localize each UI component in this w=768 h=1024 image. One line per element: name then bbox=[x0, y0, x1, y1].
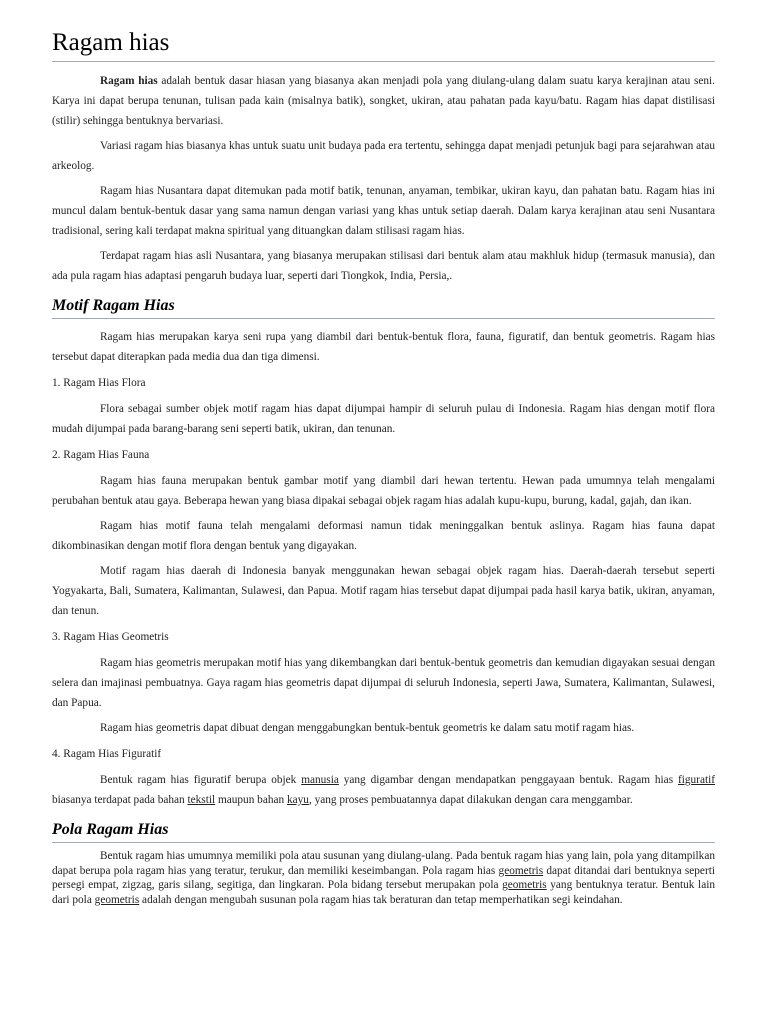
section-heading-motif: Motif Ragam Hias bbox=[52, 296, 715, 319]
link-geometris-1[interactable]: geometris bbox=[498, 864, 544, 877]
subsection-title-flora: 1. Ragam Hias Flora bbox=[52, 377, 146, 389]
link-manusia[interactable]: manusia bbox=[301, 774, 339, 786]
fauna-paragraph-1: Ragam hias fauna merupakan bentuk gambar motif yang diambil dari hewan tertentu. Hewan pada umumnya telah mengalami perubahan bentuk atau gaya. Beberapa hewan yang biasa dipakai sebagai objek ragam hias adalah kupu-kupu, burung, kadal, gajah, dan ikan. bbox=[52, 475, 715, 507]
text-run: Bentuk ragam hias figuratif berupa objek bbox=[100, 774, 302, 786]
section-heading-pola: Pola Ragam Hias bbox=[52, 820, 715, 843]
text-run: Bentuk ragam hias umumnya memiliki pola atau susunan yang diulang-ulang. Pada bentuk ragam hias yang lain, pola yang ditampilkan dapat berupa pola ragam hias yang teratur, terukur, dan memiliki keseimbangan. Pola ragam hias bbox=[52, 850, 715, 877]
intro-paragraph-3: Ragam hias Nusantara dapat ditemukan pada motif batik, tenunan, anyaman, tembikar, ukiran kayu, dan pahatan batu. Ragam hias ini muncul dalam bentuk-bentuk dasar yang sama namun dengan variasi yang khas untuk setiap daerah. Dalam karya kerajinan atau seni Nusantara tradisional, sering kali terdapat makna spiritual yang dituangkan dalam stilisasi ragam hias. bbox=[52, 185, 715, 237]
text-run: biasanya terdapat pada bahan bbox=[52, 794, 188, 806]
link-figuratif[interactable]: figuratif bbox=[677, 774, 715, 786]
text-run: adalah dengan mengubah susunan pola ragam hias tak beraturan dan tetap memperhatikan segi keindahan. bbox=[139, 893, 623, 906]
intro-paragraph-2: Variasi ragam hias biasanya khas untuk suatu unit budaya pada era tertentu, sehingga dapat menjadi petunjuk bagi para sejarahwan atau arkeolog. bbox=[52, 140, 715, 172]
geometris-paragraph-2: Ragam hias geometris dapat dibuat dengan menggabungkan bentuk-bentuk geometris ke dalam satu motif ragam hias. bbox=[100, 722, 635, 734]
text-run: yang digambar dengan mendapatkan penggayaan bentuk. Ragam hias bbox=[338, 774, 678, 786]
flora-paragraph: Flora sebagai sumber objek motif ragam hias dapat dijumpai hampir di seluruh pulau di Indonesia. Ragam hias dengan motif flora mudah dijumpai pada barang-barang seni seperti batik, ukiran, dan tenunan. bbox=[52, 403, 715, 435]
subsection-title-figuratif: 4. Ragam Hias Figuratif bbox=[52, 748, 162, 760]
link-geometris-2[interactable]: geometris bbox=[502, 879, 547, 891]
fauna-paragraph-3: Motif ragam hias daerah di Indonesia banyak menggunakan hewan sebagai objek ragam hias. Daerah-daerah tersebut seperti Yogyakarta, Bali, Sumatera, Kalimantan, Sulawesi, dan Papua. Motif ragam hias tersebut dapat dijumpai pada hasil karya batik, ukiran, anyaman, dan tenun. bbox=[52, 565, 715, 617]
geometris-paragraph-1: Ragam hias geometris merupakan motif hias yang dikembangkan dari bentuk-bentuk geometris dan kemudian digayakan sesuai dengan selera dan imajinasi pembuatnya. Gaya ragam hias geometris dapat dijumpai di seluruh Indonesia, seperti Jawa, Sumatera, Kalimantan, Sulawesi, dan Papua. bbox=[52, 657, 715, 709]
subsection-title-fauna: 2. Ragam Hias Fauna bbox=[52, 449, 150, 461]
link-tekstil[interactable]: tekstil bbox=[187, 794, 216, 806]
subsection-title-geometris: 3. Ragam Hias Geometris bbox=[52, 631, 169, 643]
intro-text: adalah bentuk dasar hiasan yang biasanya akan menjadi pola yang diulang-ulang dalam suatu karya kerajinan atau seni. Karya ini dapat berupa tenunan, tulisan pada kain (misalnya batik), songket, ukiran, atau pahatan pada kayu/batu. Ragam hias dapat distilisasi (stilir) sehingga bentuknya bervariasi. bbox=[52, 75, 715, 127]
figuratif-paragraph bbox=[52, 770, 715, 810]
intro-paragraph-4: Terdapat ragam hias asli Nusantara, yang biasanya merupakan stilisasi dari bentuk alam atau makhluk hidup (termasuk manusia), dan ada pula ragam hias adaptasi pengaruh budaya luar, seperti dari Tiongkok, India, Persia,. bbox=[52, 250, 715, 282]
page-title: Ragam hias bbox=[52, 0, 715, 62]
article bbox=[52, 0, 715, 907]
motif-intro-paragraph: Ragam hias merupakan karya seni rupa yang diambil dari bentuk-bentuk flora, fauna, figuratif, dan bentuk geometris. Ragam hias tersebut dapat diterapkan pada media dua dan tiga dimensi. bbox=[52, 331, 715, 363]
link-kayu[interactable]: kayu bbox=[286, 794, 309, 806]
fauna-paragraph-2: Ragam hias motif fauna telah mengalami deformasi namun tidak meninggalkan bentuk aslinya. Ragam hias fauna dapat dikombinasikan dengan motif flora dengan bentuk yang digayakan. bbox=[52, 520, 715, 552]
text-run: yang bentuknya teratur. Bentuk lain dari pola bbox=[52, 879, 715, 906]
intro-term: Ragam hias bbox=[100, 75, 158, 87]
text-run: , yang proses pembuatannya dapat dilakukan dengan cara menggambar. bbox=[308, 794, 633, 806]
pola-paragraph bbox=[52, 849, 715, 907]
intro-paragraph-1 bbox=[52, 71, 715, 131]
text-run: dapat ditandai dari bentuknya seperti persegi empat, zigzag, garis silang, segitiga, dan lingkaran. Pola bidang tersebut merupakan pola bbox=[52, 864, 715, 891]
text-run: maupun bahan bbox=[215, 794, 287, 806]
link-geometris-3[interactable]: geometris bbox=[94, 893, 140, 906]
